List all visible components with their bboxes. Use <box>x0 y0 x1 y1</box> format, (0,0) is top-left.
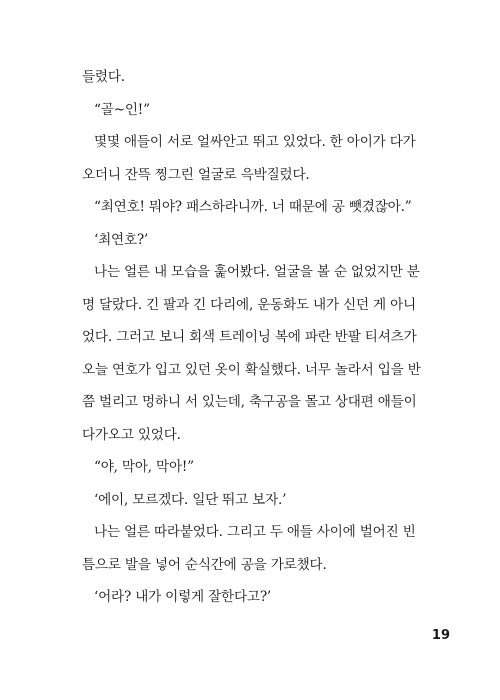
text-line: 오늘 연호가 입고 있던 옷이 확실했다. 너무 놀라서 입을 반 <box>82 361 421 378</box>
text-line: ‘에이, 모르겠다. 일단 뛰고 보자.’ <box>94 491 287 508</box>
text-line: 몇몇 애들이 서로 얼싸안고 뛰고 있었다. 한 아이가 다가 <box>94 134 416 150</box>
body-text <box>82 61 422 614</box>
text-line: “최연호! 뭐야? 패스하라니까. 너 때문에 공 뺏겼잖아.” <box>94 199 412 215</box>
page-number: 19 <box>431 628 450 643</box>
text-line: 다가오고 있었다. <box>82 426 181 443</box>
text-line: ‘어라? 내가 이렇게 잘한다고?’ <box>94 589 272 605</box>
text-line: 명 달랐다. 긴 팔과 긴 다리에, 운동화도 내가 신던 게 아니 <box>82 296 416 313</box>
text-line: “야, 막아, 막아!” <box>94 459 194 475</box>
text-line: “골~인!” <box>94 101 150 118</box>
text-line: 쯤 벌리고 멍하니 서 있는데, 축구공을 몰고 상대편 애들이 <box>82 394 417 410</box>
text-line: 틈으로 발을 넣어 순식간에 공을 가로챘다. <box>82 556 327 573</box>
text-line: 었다. 그러고 보니 회색 트레이닝 복에 파란 반팔 티셔츠가 <box>82 329 417 345</box>
text-line: ‘최연호?’ <box>94 231 149 248</box>
text-line: 나는 얼른 따라붙었다. 그리고 두 애들 사이에 벌어진 빈 <box>94 524 416 540</box>
text-line: 들렸다. <box>82 69 125 85</box>
text-line: 나는 얼른 내 모습을 훑어봤다. 얼굴을 볼 순 없었지만 분 <box>94 264 420 280</box>
text-line: 오더니 잔뜩 찡그린 얼굴로 윽박질렀다. <box>82 166 310 183</box>
